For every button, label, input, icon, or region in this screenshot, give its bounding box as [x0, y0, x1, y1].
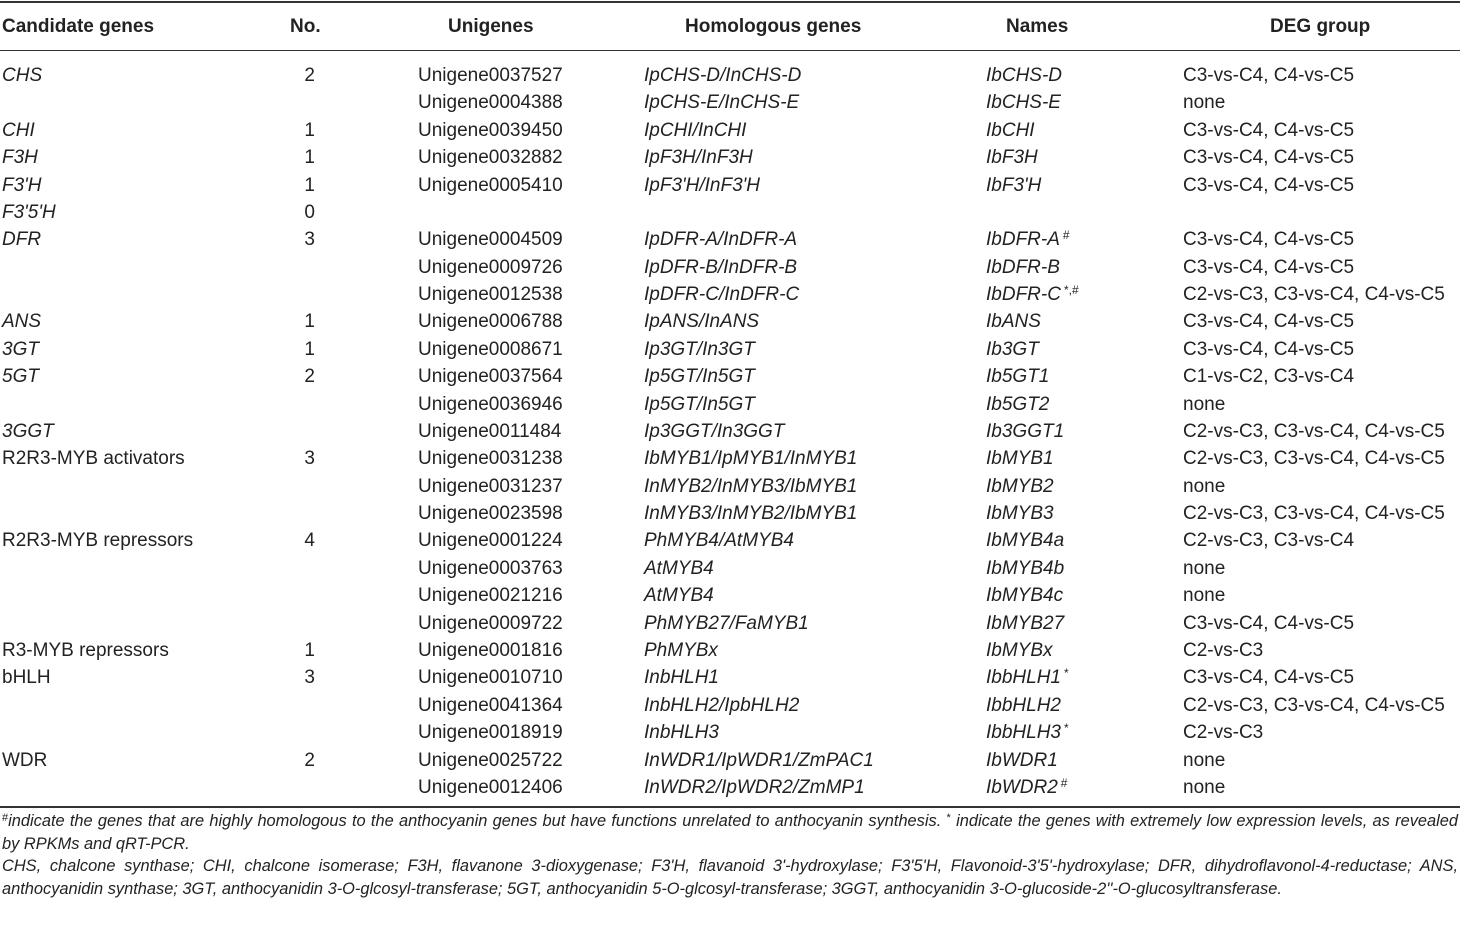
- cell-candidate-gene: F3H: [2, 147, 38, 169]
- cell-deg-group: none: [1183, 557, 1226, 579]
- cell-count: 3: [304, 448, 315, 470]
- cell-homologous-genes: Ip5GT/In5GT: [644, 366, 755, 388]
- star-marker: *: [946, 812, 951, 824]
- footnote-markers: [2, 810, 1458, 855]
- cell-count: [303, 89, 315, 117]
- gene-name-text: IbMYB27: [986, 612, 1065, 634]
- cell-homologous-genes: IpDFR-A/InDFR-A: [644, 229, 798, 251]
- cell-deg-group: C2-vs-C3, C3-vs-C4, C4-vs-C5: [1183, 420, 1445, 442]
- cell-unigene: Unigene0021216: [418, 585, 563, 607]
- cell-homologous-genes: AtMYB4: [644, 557, 714, 579]
- cell-unigene: Unigene0012538: [418, 284, 563, 306]
- gene-name-text: IbbHLH1: [986, 667, 1061, 689]
- cell-homologous-genes: InbHLH1: [644, 667, 719, 689]
- cell-unigene: Unigene0004509: [418, 229, 563, 251]
- cell-deg-group: C2-vs-C3: [1183, 639, 1264, 661]
- cell-homologous-genes: AtMYB4: [644, 585, 714, 607]
- cell-deg-group: C3-vs-C4, C4-vs-C5: [1183, 147, 1355, 169]
- cell-candidate-gene: R2R3-MYB repressors: [2, 530, 194, 552]
- gene-name-text: IbbHLH3: [986, 722, 1061, 744]
- cell-gene-name: [986, 144, 1038, 172]
- cell-homologous-genes: InWDR2/IpWDR2/ZmMP1: [644, 776, 865, 798]
- cell-unigene: Unigene0004388: [418, 92, 563, 114]
- cell-gene-name: [986, 172, 1041, 200]
- gene-name-text: IbWDR1: [986, 749, 1058, 771]
- cell-count: [303, 692, 315, 720]
- cell-count: 1: [304, 338, 315, 360]
- cell-deg-group: C1-vs-C2, C3-vs-C4: [1183, 366, 1355, 388]
- cell-gene-name: [986, 664, 1069, 692]
- cell-deg-group: C2-vs-C3, C3-vs-C4, C4-vs-C5: [1183, 284, 1445, 306]
- cell-count: 1: [304, 311, 315, 333]
- footnote-star-text: indicate the genes with extremely low expression levels, as revealed by RPKMs and qRT-PCR.: [2, 812, 1458, 853]
- cell-homologous-genes: InbHLH2/IpbHLH2: [644, 694, 800, 716]
- cell-candidate-gene: 5GT: [2, 366, 39, 388]
- cell-count: [303, 391, 315, 419]
- cell-homologous-genes: IpF3H/InF3H: [644, 147, 753, 169]
- gene-name-text: IbCHS-D: [986, 65, 1063, 86]
- cell-unigene: Unigene0008671: [418, 338, 563, 360]
- cell-gene-name: [986, 336, 1039, 364]
- header-homologous-genes: Homologous genes: [685, 16, 862, 37]
- cell-deg-group: C3-vs-C4, C4-vs-C5: [1183, 119, 1355, 141]
- cell-gene-name: [986, 445, 1054, 473]
- cell-gene-name: [986, 89, 1061, 117]
- cell-candidate-gene: 3GGT: [2, 420, 54, 442]
- cell-count: [303, 473, 315, 501]
- gene-name-text: Ib5GT1: [986, 366, 1050, 388]
- cell-unigene: Unigene0023598: [418, 503, 563, 525]
- cell-count: [303, 582, 315, 610]
- gene-name-footnote-mark: *: [1064, 721, 1069, 736]
- cell-homologous-genes: Ip3GT/In3GT: [644, 338, 755, 360]
- cell-homologous-genes: IpF3'H/InF3'H: [644, 174, 761, 196]
- cell-gene-name: [986, 418, 1064, 446]
- cell-gene-name: [986, 226, 1070, 254]
- cell-deg-group: C2-vs-C3, C3-vs-C4, C4-vs-C5: [1183, 448, 1445, 470]
- cell-gene-name: [986, 582, 1063, 610]
- cell-count: 4: [304, 530, 315, 552]
- gene-name-text: Ib3GGT1: [986, 420, 1065, 442]
- gene-name-text: Ib5GT2: [986, 393, 1050, 415]
- gene-name-text: IbMYB4c: [986, 585, 1064, 607]
- gene-name-text: IbDFR-B: [986, 256, 1060, 278]
- cell-unigene: Unigene0036946: [418, 393, 563, 415]
- cell-homologous-genes: PhMYB4/AtMYB4: [644, 530, 794, 552]
- gene-name-text: Ib3GT: [986, 338, 1039, 360]
- cell-unigene: Unigene0031238: [418, 448, 563, 470]
- cell-unigene: Unigene0018919: [418, 722, 563, 744]
- cell-deg-group: none: [1183, 776, 1226, 798]
- hash-marker: #: [2, 812, 9, 824]
- header-names: Names: [1006, 16, 1069, 37]
- cell-deg-group: none: [1183, 393, 1226, 415]
- cell-unigene: Unigene0039450: [418, 119, 563, 141]
- gene-name-text: IbbHLH2: [986, 694, 1061, 716]
- cell-deg-group: none: [1183, 585, 1226, 607]
- cell-homologous-genes: InMYB3/InMYB2/IbMYB1: [644, 503, 858, 525]
- cell-count: [303, 281, 315, 309]
- cell-candidate-gene: DFR: [2, 229, 42, 251]
- cell-count: 1: [304, 147, 315, 169]
- gene-name-text: IbMYB2: [986, 475, 1054, 497]
- cell-deg-group: C3-vs-C4, C4-vs-C5: [1183, 229, 1355, 251]
- gene-name-text: IbMYB3: [986, 503, 1054, 525]
- cell-gene-name: [986, 117, 1035, 145]
- cell-count: 2: [304, 65, 315, 86]
- cell-homologous-genes: IpDFR-B/InDFR-B: [644, 256, 798, 278]
- cell-homologous-genes: InWDR1/IpWDR1/ZmPAC1: [644, 749, 874, 771]
- cell-deg-group: C2-vs-C3, C3-vs-C4, C4-vs-C5: [1183, 694, 1445, 716]
- cell-homologous-genes: InMYB2/InMYB3/IbMYB1: [644, 475, 858, 497]
- gene-name-text: IbWDR2: [986, 776, 1058, 798]
- header-candidate-genes: Candidate genes: [2, 16, 155, 37]
- cell-gene-name: [986, 473, 1054, 501]
- cell-homologous-genes: PhMYBx: [644, 639, 718, 661]
- cell-gene-name: [986, 692, 1061, 720]
- cell-count: 1: [304, 174, 315, 196]
- cell-count: 3: [304, 229, 315, 251]
- cell-unigene: Unigene0037564: [418, 366, 563, 388]
- cell-homologous-genes: IpANS/InANS: [644, 311, 760, 333]
- gene-name-footnote-mark: *,#: [1063, 283, 1079, 298]
- cell-deg-group: C3-vs-C4, C4-vs-C5: [1183, 667, 1355, 689]
- cell-gene-name: [986, 610, 1064, 638]
- cell-deg-group: C3-vs-C4, C4-vs-C5: [1183, 256, 1355, 278]
- cell-homologous-genes: IpCHI/InCHI: [644, 119, 747, 141]
- gene-name-text: IbMYB4a: [986, 530, 1065, 552]
- gene-name-text: IbANS: [986, 311, 1041, 333]
- cell-count: 0: [304, 201, 315, 223]
- gene-name-text: IbF3H: [986, 147, 1038, 169]
- table-footnotes: [2, 810, 1458, 900]
- gene-name-text: IbMYBx: [986, 639, 1053, 661]
- cell-candidate-gene: R3-MYB repressors: [2, 639, 169, 661]
- cell-gene-name: [986, 281, 1079, 309]
- gene-name-text: IbCHS-E: [986, 92, 1061, 114]
- cell-unigene: Unigene0001816: [418, 639, 563, 661]
- cell-unigene: Unigene0001224: [418, 530, 563, 552]
- cell-unigene: Unigene0025722: [418, 749, 563, 771]
- cell-count: [303, 254, 315, 282]
- cell-count: 1: [304, 639, 315, 661]
- cell-homologous-genes: InbHLH3: [644, 722, 719, 744]
- cell-deg-group: none: [1183, 475, 1226, 497]
- gene-name-text: IbMYB4b: [986, 557, 1065, 579]
- cell-homologous-genes: Ip5GT/In5GT: [644, 393, 755, 415]
- footnote-abbreviations: CHS, chalcone synthase; CHI, chalcone isomerase; F3H, flavanone 3-dioxygenase; F3'H, flavanoid 3'-hydroxylase; F3'5'H, Flavonoid-3'5'-hydroxylase; DFR, dihydroflavonol-4-reductase; ANS, anthocyanidin synthase; 3GT, anthocyanidin 3-O-glcosyl-transferase; 5GT, anthocyanidin 5-O-glcosyl-transferase; 3GGT, anthocyanidin 3-O-glucoside-2''-O-glucosyltransferase.: [2, 857, 1458, 898]
- cell-deg-group: C3-vs-C4, C4-vs-C5: [1183, 311, 1355, 333]
- cell-unigene: Unigene0010710: [418, 667, 563, 689]
- cell-gene-name: [986, 391, 1049, 419]
- cell-deg-group: C3-vs-C4, C4-vs-C5: [1183, 338, 1355, 360]
- cell-unigene: Unigene0003763: [418, 557, 563, 579]
- cell-gene-name: [986, 500, 1054, 528]
- cell-gene-name: [986, 747, 1058, 775]
- cell-gene-name: [986, 527, 1064, 555]
- gene-name-text: IbCHI: [986, 119, 1035, 141]
- cell-gene-name: [986, 719, 1069, 747]
- cell-deg-group: C3-vs-C4, C4-vs-C5: [1183, 174, 1355, 196]
- cell-homologous-genes: IpCHS-E/InCHS-E: [644, 92, 800, 114]
- footnote-hash-text: indicate the genes that are highly homologous to the anthocyanin genes but have functions unrelated to anthocyanin synthesis.: [8, 812, 942, 830]
- cell-deg-group: C3-vs-C4, C4-vs-C5: [1183, 612, 1355, 634]
- cell-unigene: Unigene0005410: [418, 174, 563, 196]
- header-unigenes: Unigenes: [448, 16, 534, 37]
- cell-unigene: Unigene0009726: [418, 256, 563, 278]
- header-no: No.: [290, 16, 321, 37]
- cell-count: [303, 719, 315, 747]
- gene-name-text: IbMYB1: [986, 448, 1054, 470]
- cell-homologous-genes: IbMYB1/IpMYB1/InMYB1: [644, 448, 858, 470]
- cell-gene-name: [986, 308, 1041, 336]
- cell-unigene: Unigene0006788: [418, 311, 563, 333]
- cell-homologous-genes: IpDFR-C/InDFR-C: [644, 284, 800, 306]
- header-deg-group: DEG group: [1270, 16, 1371, 37]
- cell-deg-group: C3-vs-C4, C4-vs-C5: [1183, 65, 1355, 86]
- cell-deg-group: none: [1183, 749, 1226, 771]
- cell-candidate-gene: CHS: [2, 65, 43, 86]
- cell-homologous-genes: PhMYB27/FaMYB1: [644, 612, 809, 634]
- gene-name-footnote-mark: #: [1062, 228, 1070, 243]
- cell-unigene: Unigene0012406: [418, 776, 563, 798]
- cell-deg-group: none: [1183, 92, 1226, 114]
- cell-unigene: Unigene0041364: [418, 694, 563, 716]
- cell-candidate-gene: R2R3-MYB activators: [2, 448, 185, 470]
- cell-gene-name: [986, 637, 1053, 665]
- cell-homologous-genes: IpCHS-D/InCHS-D: [644, 65, 802, 86]
- cell-count: 2: [304, 749, 315, 771]
- cell-candidate-gene: CHI: [2, 119, 35, 141]
- gene-name-footnote-mark: #: [1060, 775, 1068, 790]
- cell-homologous-genes: Ip3GGT/In3GGT: [644, 420, 785, 442]
- gene-name-footnote-mark: *: [1064, 666, 1069, 681]
- cell-gene-name: [986, 62, 1062, 90]
- cell-count: 1: [304, 119, 315, 141]
- cell-gene-name: [986, 555, 1064, 583]
- cell-unigene: Unigene0037527: [418, 65, 563, 86]
- cell-candidate-gene: F3'5'H: [2, 201, 56, 223]
- gene-name-text: IbF3'H: [986, 174, 1042, 196]
- cell-count: [303, 418, 315, 446]
- cell-count: [303, 610, 315, 638]
- cell-unigene: Unigene0011484: [418, 420, 562, 442]
- cell-count: 2: [304, 366, 315, 388]
- gene-name-text: IbDFR-A: [986, 229, 1060, 251]
- cell-gene-name: [986, 363, 1049, 391]
- cell-candidate-gene: ANS: [2, 311, 42, 333]
- cell-deg-group: C2-vs-C3, C3-vs-C4: [1183, 530, 1355, 552]
- cell-unigene: Unigene0032882: [418, 147, 563, 169]
- cell-candidate-gene: F3'H: [2, 174, 42, 196]
- cell-count: 3: [304, 667, 315, 689]
- cell-gene-name: [986, 254, 1060, 282]
- gene-name-text: IbDFR-C: [986, 284, 1061, 306]
- cell-gene-name: [986, 774, 1067, 802]
- table-bottom-rule: [0, 806, 1460, 808]
- cell-count: [303, 500, 315, 528]
- cell-deg-group: C2-vs-C3, C3-vs-C4, C4-vs-C5: [1183, 503, 1445, 525]
- cell-count: [303, 555, 315, 583]
- cell-unigene: Unigene0031237: [418, 475, 563, 497]
- cell-count: [303, 774, 315, 802]
- cell-deg-group: C2-vs-C3: [1183, 722, 1264, 744]
- cell-candidate-gene: 3GT: [2, 338, 39, 360]
- cell-unigene: Unigene0009722: [418, 612, 563, 634]
- cell-candidate-gene: WDR: [2, 749, 48, 771]
- cell-candidate-gene: bHLH: [2, 667, 51, 689]
